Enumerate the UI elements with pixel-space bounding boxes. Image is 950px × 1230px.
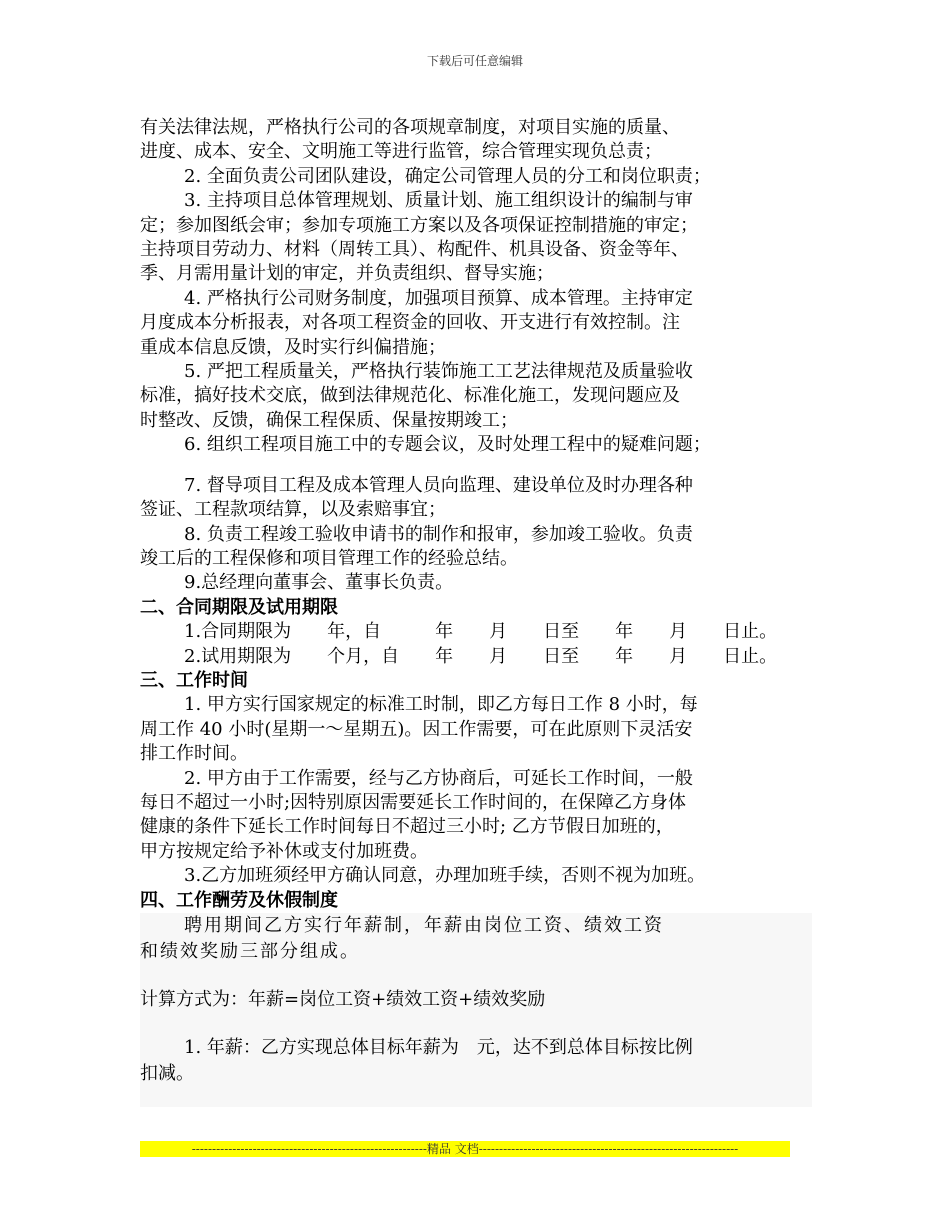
- list-item-cont: 主持项目劳动力、材料（周转工具）、构配件、机具设备、资金等年、: [140, 239, 689, 261]
- section-heading: 二、合同期限及试用期限: [140, 596, 338, 618]
- list-item-cont: 每日不超过一小时;因特别原因需要延长工作时间的，在保障乙方身体: [140, 791, 687, 813]
- page-header: 下载后可任意编辑: [426, 54, 523, 68]
- list-item: 9.总经理向董事会、董事长负责。: [184, 572, 454, 594]
- paragraph: 和绩效奖励三部分组成。: [140, 941, 360, 962]
- document-body: [140, 116, 820, 1107]
- list-item: 5. 严把工程质量关，严格执行装饰施工工艺法律规范及质量验收: [184, 361, 693, 383]
- section-heading: 四、工作酬劳及休假制度: [140, 889, 338, 911]
- list-item-cont: 重成本信息反馈，及时实行纠偏措施；: [140, 336, 446, 358]
- list-item-cont: 标准，搞好技术交底，做到法律规范化、标准化施工，发现问题应及: [140, 385, 680, 407]
- list-item: 1.合同期限为 年，自 年 月 日至 年 月 日止。: [184, 621, 778, 643]
- list-item-cont: 排工作时间。: [140, 743, 248, 765]
- list-item-cont: 定；参加图纸会审；参加专项施工方案以及各项保证控制措施的审定；: [140, 214, 698, 236]
- list-item-cont: 竣工后的工程保修和项目管理工作的经验总结。: [140, 547, 518, 569]
- list-item: 2. 甲方由于工作需要，经与乙方协商后，可延长工作时间，一般: [184, 767, 693, 789]
- list-item: 1. 年薪：乙方实现总体目标年薪为 元，达不到总体目标按比例: [184, 1037, 693, 1058]
- list-item: 4. 严格执行公司财务制度，加强项目预算、成本管理。主持审定: [184, 287, 693, 309]
- list-item-cont: 周工作 40 小时(星期一～星期五)。因工作需要，可在此原则下灵活安: [140, 718, 693, 740]
- paragraph: 进度、成本、安全、文明施工等进行监管，综合管理实现负总责；: [140, 141, 662, 163]
- list-item-cont: 时整改、反馈，确保工程保质、保量按期竣工；: [140, 409, 518, 431]
- list-item: 6. 组织工程项目施工中的专题会议，及时处理工程中的疑难问题；: [184, 434, 711, 456]
- list-item-cont: 季、月需用量计划的审定，并负责组织、督导实施；: [140, 263, 554, 285]
- formula: 计算方式为：年薪=岗位工资+绩效工资+绩效奖励: [140, 989, 546, 1010]
- list-item-cont: 月度成本分析报表，对各项工程资金的回收、开支进行有效控制。注: [140, 312, 680, 334]
- list-item-cont: 扣减。: [140, 1063, 194, 1084]
- list-item: 7. 督导项目工程及成本管理人员向监理、建设单位及时办理各种: [184, 474, 693, 496]
- list-item: 3. 主持项目总体管理规划、质量计划、施工组织设计的编制与审: [184, 190, 693, 212]
- list-item: 1. 甲方实行国家规定的标准工时制，即乙方每日工作 8 小时，每: [184, 694, 698, 716]
- section-heading: 三、工作时间: [140, 669, 248, 691]
- paragraph: 有关法律法规，严格执行公司的各项规章制度，对项目实施的质量、: [140, 117, 680, 138]
- list-item: 2.试用期限为 个月，自 年 月 日至 年 月 日止。: [184, 645, 778, 667]
- paragraph: 聘用期间乙方实行年薪制，年薪由岗位工资、绩效工资: [184, 915, 664, 936]
- page-footer: ----------------------------------------------------------精品 文档----------------------------------------------------------------: [140, 1141, 790, 1157]
- list-item: 2. 全面负责公司团队建设，确定公司管理人员的分工和岗位职责；: [184, 165, 711, 187]
- salary-block: [140, 913, 812, 1107]
- list-item-cont: 甲方按规定给予补休或支付加班费。: [140, 840, 428, 862]
- list-item-cont: 签证、工程款项结算，以及索赔事宜；: [140, 499, 446, 521]
- list-item: 3.乙方加班须经甲方确认同意，办理加班手续，否则不视为加班。: [184, 865, 706, 887]
- list-item: 8. 负责工程竣工验收申请书的制作和报审，参加竣工验收。负责: [184, 523, 693, 545]
- list-item-cont: 健康的条件下延长工作时间每日不超过三小时; 乙方节假日加班的，: [140, 816, 674, 838]
